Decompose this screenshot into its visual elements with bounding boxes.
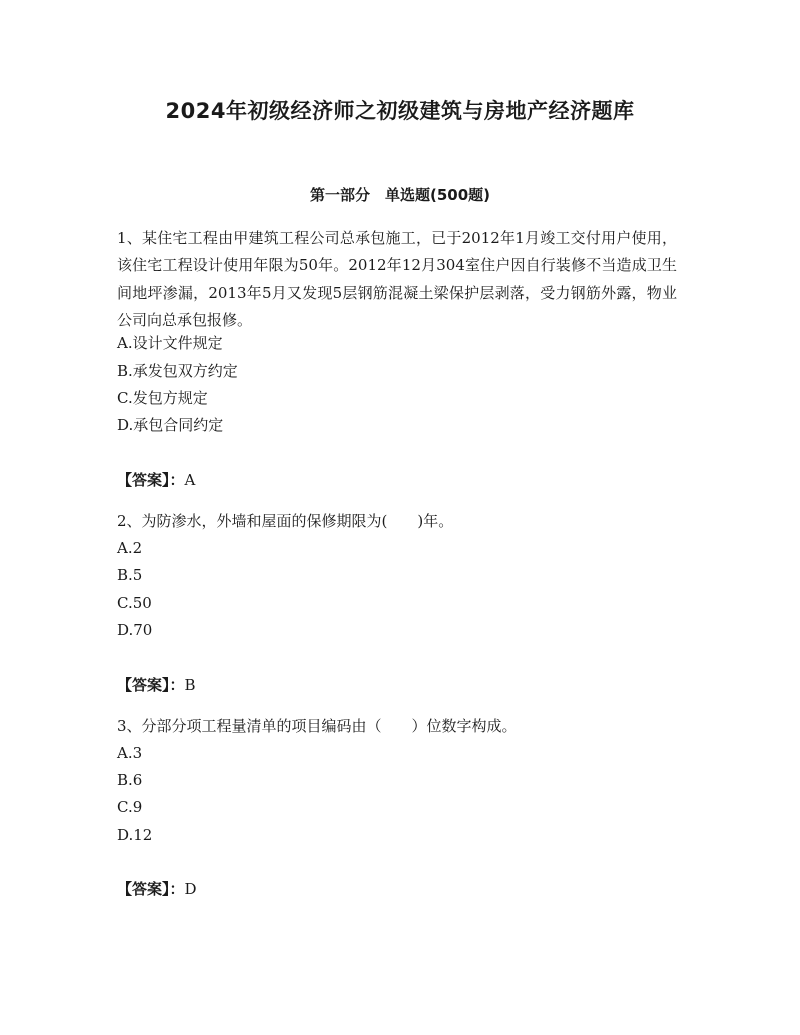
question-1-option-b: B.承发包双方约定 [117, 362, 238, 380]
answer-value: D [184, 880, 197, 898]
section-title: 第一部分 单选题(500题) [309, 186, 491, 204]
question-2-option-b: B.5 [117, 566, 143, 584]
question-1-answer [117, 470, 195, 490]
question-1-option-a: A.设计文件规定 [117, 334, 223, 352]
answer-value: B [184, 676, 196, 694]
question-3-option-a: A.3 [117, 744, 143, 762]
question-2-text: 2、为防渗水，外墙和屋面的保修期限为( )年。 [117, 512, 454, 530]
question-3-option-b: B.6 [117, 771, 143, 789]
answer-label: 【答案】： [117, 880, 185, 898]
question-1-option-c: C.发包方规定 [117, 389, 208, 407]
question-1-option-d: D.承包合同约定 [117, 416, 224, 434]
question-3-text: 3、分部分项工程量清单的项目编码由（ ）位数字构成。 [117, 717, 517, 735]
question-3-option-d: D.12 [117, 826, 153, 844]
question-1-text: 1、某住宅工程由甲建筑工程公司总承包施工，已于2012年1月竣工交付用户使用，该住宅工程设计使用年限为50年。2012年12月304室住户因自行装修不当造成卫生间地坪渗漏，2013年5月又发现5层钢筋混凝土梁保护层剥落，受力钢筋外露，物业公司向总承包报修。 [117, 229, 677, 329]
question-3-option-c: C.9 [117, 798, 143, 816]
question-3-answer [117, 879, 197, 899]
question-2-answer [117, 675, 196, 695]
answer-label: 【答案】： [117, 471, 185, 489]
document-title: 2024年初级经济师之初级建筑与房地产经济题库 [165, 99, 635, 123]
question-2-option-a: A.2 [117, 539, 143, 557]
answer-value: A [184, 471, 196, 489]
question-2-option-c: C.50 [117, 594, 152, 612]
question-2-option-d: D.70 [117, 621, 153, 639]
answer-label: 【答案】： [117, 676, 185, 694]
